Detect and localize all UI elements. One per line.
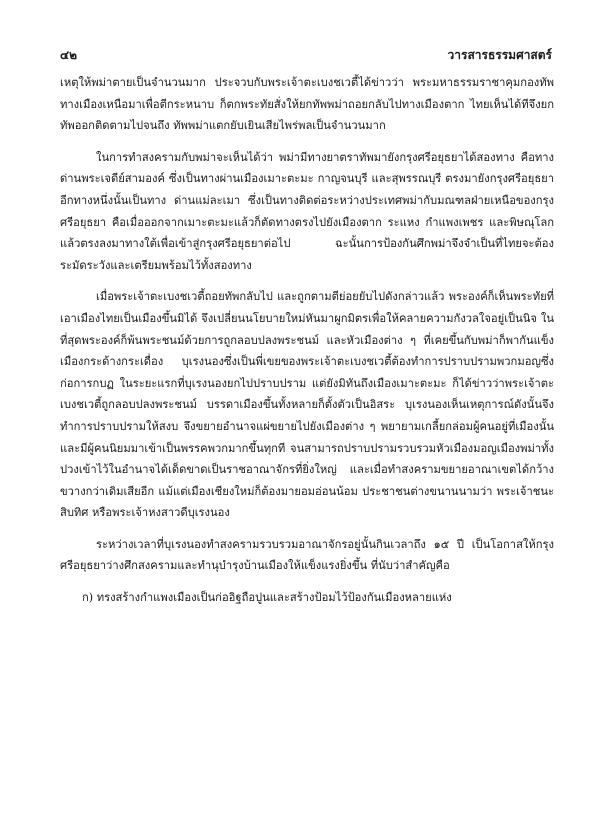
list-item-a: ก) ทรงสร้างกำแพงเมืองเป็นก่ออิฐถือปูนและสร้างป้อมไว้ป้องกันเมืองหลายแห่ง [82,591,452,605]
journal-title: วารสารธรรมศาสตร์ [447,48,552,62]
paragraph-bayinnaung: เมื่อพระเจ้าตะเบงชเวตี้ถอยทัพกลับไป และถูกตามตีย่อยยับไปดังกล่าวแล้ว พระองค์ก็เห็นพระทัยที่เอาเมืองไทยเป็นเมืองขึ้นมิได้ จึงเปลี่ยนนโยบายใหม่หันมาผูกมิตรเพื่อให้คลายความกังวลใจอยู่เป็นนิจ ในที่สุดพระองค์ก็พ้นพระชนม์ด้วยการถูกลอบปลงพระชนม์ และหัวเมืองต่าง ๆ ที่เคยขึ้นกับพม่าก็พากันแข็งเมืองกระด้างกระเดื่อง บุเรงนองซึ่งเป็นพี่เขยของพระเจ้าตะเบงชเวตี้ต้องทำการปราบปรามพวกมอญซึ่งก่อการกบฏ ในระยะแรกที่บุเรงนองยกไปปราบปราม แต่ยังมิทันถึงเมืองเมาะตะมะ ก็ได้ข่าวว่าพระเจ้าตะเบงชเวตี้ถูกลอบปลงพระชนม์ บรรดาเมืองขึ้นทั้งหลายก็ตั้งตัวเป็นอิสระ บุเรงนองเห็นเหตุการณ์ดังนั้นจึงทำการปราบปรามให้สงบ จึงขยายอำนาจแผ่ขยายไปยังเมืองต่าง ๆ พยายามเกลี้ยกล่อมผู้คนอยู่ที่เมืองนั้น และมีผู้คนนิยมมาเข้าเป็นพรรคพวกมากขึ้นทุกที จนสามารถปราบปรามรวบรวมหัวเมืองมอญเมืองพม่าทั้งปวงเข้าไว้ในอำนาจได้เด็ดขาดเป็นราชอาณาจักรที่ยิ่งใหญ่ และเมื่อทำสงครามขยายอาณาเขตได้กว้างขวางกว่าเดิมเสียอีก แม้แต่เมืองเชียงใหม่ก็ต้องมายอมอ่อนน้อม ประชาชนต่างขนานนามว่า พระเจ้าชนะสิบทิศ หรือพระเจ้าหงสาวดีบุเรงนอง [60,290,554,520]
article-body [60,72,554,619]
paragraph-continuation: เหตุให้พม่าตายเป็นจำนวนมาก ประจวบกับพระเจ้าตะเบงชเวตี้ได้ข่าวว่า พระมหาธรรมราชาคุมกองทัพทางเมืองเหนือมาเพื่อตีกระหนาบ ก็ตกพระทัยสั่งให้ยกทัพพม่าถอยกลับไปทางเมืองตาก ไทยเห็นได้ทีจึงยกทัพออกติดตามไปจนถึง ทัพพม่าแตกยับเยินเสียไพร่พลเป็นจำนวนมาก [60,76,554,133]
paragraph-invasion-routes: ในการทำสงครามกับพม่าจะเห็นได้ว่า พม่ามีทางยาตราทัพมายังกรุงศรีอยุธยาได้สองทาง คือทาง ด่านพระเจดีย์สามองค์ ซึ่งเป็นทางผ่านเมืองเมาะตะมะ กาญจนบุรี และสุพรรณบุรี ตรงมายังกรุงศรีอยุธยา อีกทางหนึ่งนั้นเป็นทาง ด่านแม่ละเมา ซึ่งเป็นทางติดต่อระหว่างประเทศพม่ากับมณฑลฝ่ายเหนือของกรุงศรีอยุธยา คือเมื่อออกจากเมาะตะมะแล้วก็ตัดทางตรงไปยังเมืองตาก ระแหง กำแพงเพชร และพิษณุโลก แล้วตรงลงมาทางใต้เพื่อเข้าสู่กรุงศรีอยุธยาต่อไป ฉะนั้นการป้องกันศึกพม่าจึงจำเป็นที่ไทยจะต้องระมัดระวังและเตรียมพร้อมไว้ทั้งสองทาง [60,150,554,272]
running-header [48,46,552,66]
paragraph-fifteen-years: ระหว่างเวลาที่บุเรงนองทำสงครามรวบรวมอาณาจักรอยู่นั้นกินเวลาถึง ๑๕ ปี เป็นโอกาสให้กรุงศรีอยุธยาว่างศึกสงครามและทำนุบำรุงบ้านเมืองให้แข็งแรงยิ่งขึ้น ที่นับว่าสำคัญคือ [60,537,554,573]
page-number: ๔๒ [60,48,77,62]
